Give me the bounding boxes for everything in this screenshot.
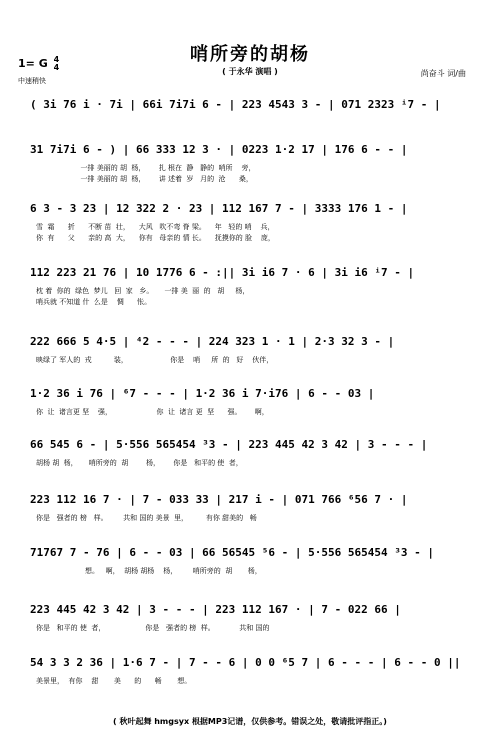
notation-line: ( 3i 76 i · 7i | 66i 7i7i 6 - | 223 4543 3 - | 071 2323 ⁱ7 - | [30,98,441,111]
song-title: 哨所旁的胡杨 [190,44,310,65]
transcription-note: ( 秋叶起舞 hmgsyx 根据MP3记谱，仅供参考。错误之处，敬请批评指正。) [113,717,387,726]
notation-line: 54 3 3 2 36 | 1·6 7 - | 7 - - 6 | 0 0 ⁶5 7 | 6 - - - | 6 - - 0 || [30,656,461,669]
lyric-line: 一排 美丽的 胡 杨， 讲 述着 岁 月的 沧 桑， [36,175,253,183]
notation-line: 71767 7 - 76 | 6 - - 03 | 66 56545 ⁵6 - | 5·556 565454 ³3 - | [30,546,434,559]
time-sig-bottom: 4 [53,63,60,72]
notation-line: 31 7i7i 6 - ) | 66 333 12 3 · | 0223 1·2 17 | 176 6 - - | [30,143,408,156]
lyric-line: 美景里， 有你 甜 美 的 畅 想。 [36,677,192,685]
singer-credit: ( 于永华 演唱 ) [222,67,278,76]
notation-line: 223 112 16 7 · | 7 - 033 33 | 217 i - | 071 766 ⁶56 7 · | [30,493,408,506]
composer-credit: 尚奋斗 词/曲 [420,69,466,78]
lyric-line: 映绿了 军人的 戎 装， 你是 哨 所 的 好 伙伴， [36,356,274,364]
key-text: 1= G [18,57,48,70]
tempo-marking: 中速稍快 [18,77,46,85]
notation-line: 223 445 42 3 42 | 3 - - - | 223 112 167 · | 7 - 022 66 | [30,603,401,616]
notation-line: 6 3 - 3 23 | 12 322 2 · 23 | 112 167 7 - | 3333 176 1 - | [30,202,408,215]
notation-line: 66 545 6 - | 5·556 565454 ³3 - | 223 445 42 3 42 | 3 - - - | [30,438,428,451]
notation-line: 112 223 21 76 | 10 1776 6 - :|| 3i i6 7 · 6 | 3i i6 ⁱ7 - | [30,266,415,279]
lyric-line: 胡杨 胡 杨， 哨所旁的 胡 杨， 你是 和平的 使 者， [36,459,243,467]
lyric-line: 想。 啊， 胡杨 胡杨 杨， 哨所旁的 胡 杨， [36,567,262,575]
time-sig-top: 4 [53,55,60,64]
lyric-line: 你 有 父 亲的 高 大， 你有 母亲的 情 长。 抚摸你的 脸 庞， [36,234,275,242]
lyric-line: 雪 霜 折 不断 苗 壮， 大风 吹不弯 脊 梁。 年 轻的 哨 兵， [36,223,275,231]
lyric-line: 枕 着 你的 绿色 梦儿 回 家 乡。 一排 美 丽 的 胡 杨， [36,287,250,295]
lyric-line: 你 让 诸言更 坚 强， 你 让 诸言 更 坚 强。 啊， [36,408,269,416]
lyric-line: 你是 强者的 榜 样。 共和 国的 美景 里， 有你 甜美的 畅 [36,514,257,522]
lyric-line: 你是 和平的 使 者， 你是 强者的 榜 样。 共和 国的 [36,624,270,632]
notation-line: 222 666 5 4·5 | ⁴2 - - - | 224 323 1 · 1 | 2·3 32 3 - | [30,335,395,348]
lyric-line: 一排 美丽的 胡 杨， 扎 根在 静 静的 哨所 旁， [36,164,256,172]
lyric-line: 哨兵就 不知道 什 么是 惆 怅。 [36,298,241,306]
notation-line: 1·2 36 i 76 | ⁶7 - - - | 1·2 36 i 7·i76 | 6 - - 03 | [30,387,375,400]
